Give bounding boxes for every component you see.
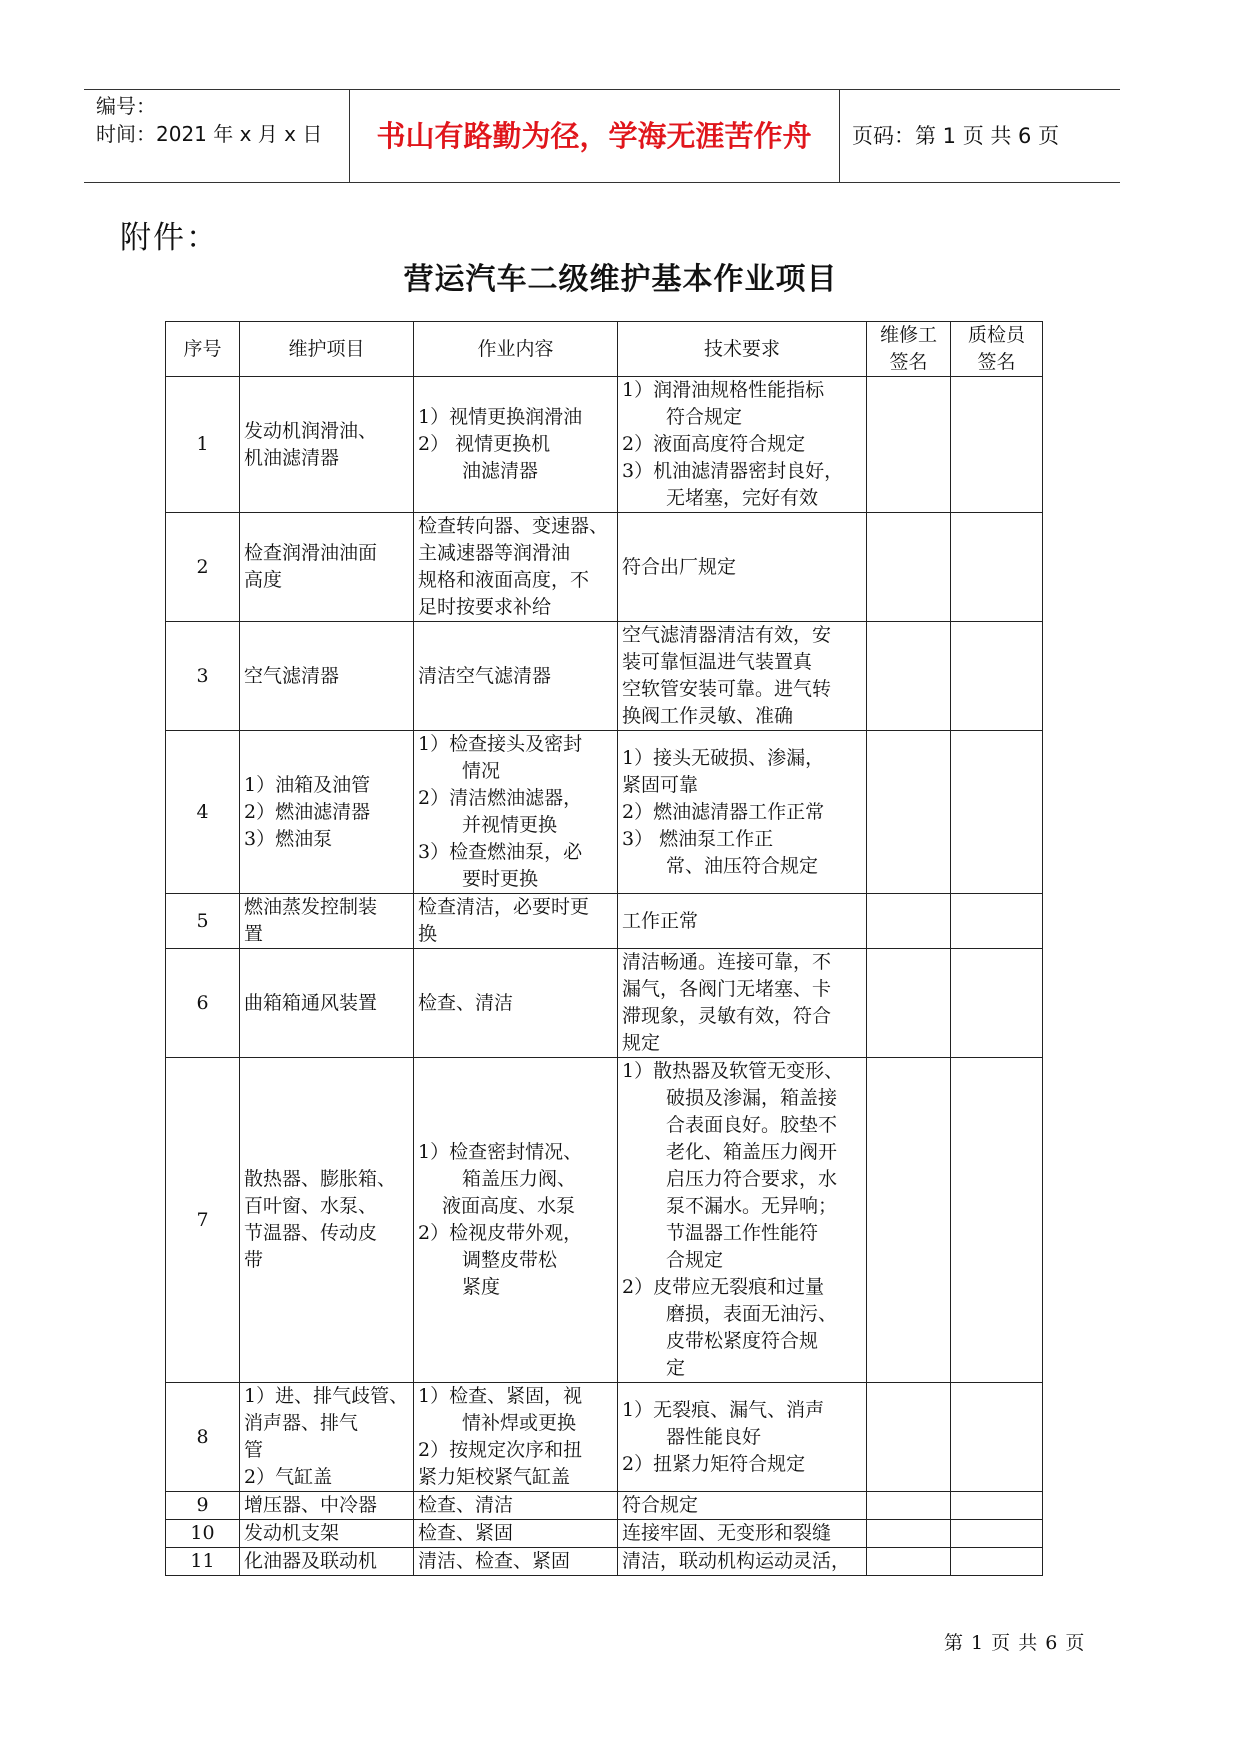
requirement-line: 1）散热器及软管无变形、 xyxy=(622,1060,844,1082)
content-line: 换 xyxy=(418,923,438,945)
row-content xyxy=(414,1520,618,1548)
requirement-line: 1）无裂痕、漏气、消声 xyxy=(622,1398,825,1421)
content-line: 1）检查接头及密封 xyxy=(418,733,583,755)
inspect-sign-cell xyxy=(951,1520,1043,1548)
requirement-line: 空软管安装可靠。进气转 xyxy=(622,678,832,700)
header-divider-right xyxy=(839,90,840,182)
repair-sign-cell xyxy=(867,1383,951,1492)
requirement-line: 1）接头无破损、渗漏， xyxy=(622,746,825,769)
item-line: 发动机支架 xyxy=(244,1522,340,1544)
inspect-sign-cell xyxy=(951,731,1043,894)
requirement-line: 规定 xyxy=(622,1032,661,1054)
content-line: 1）检查、紧固，视 xyxy=(418,1385,583,1407)
item-line: 3）燃油泵 xyxy=(244,827,333,850)
content-line: 检查清洁，必要时更 xyxy=(418,896,590,918)
table-row xyxy=(166,513,1043,622)
row-number: 7 xyxy=(166,1058,240,1383)
row-number: 9 xyxy=(166,1492,240,1520)
content-line: 规格和液面高度，不 xyxy=(418,569,590,591)
requirement-line: 启压力符合要求，水 xyxy=(666,1168,838,1190)
repair-sign-cell xyxy=(867,1058,951,1383)
content-line: 足时按要求补给 xyxy=(418,596,552,618)
row-content xyxy=(414,377,618,513)
row-number: 2 xyxy=(166,513,240,622)
requirement-line: 3）机油滤清器密封良好， xyxy=(622,460,844,482)
repair-sign-cell xyxy=(867,1492,951,1520)
row-number: 1 xyxy=(166,377,240,513)
content-line: 检查、紧固 xyxy=(418,1522,514,1544)
item-line: 置 xyxy=(244,923,264,945)
item-line: 2）燃油滤清器 xyxy=(244,800,371,823)
item-line: 曲箱箱通风装置 xyxy=(244,991,378,1014)
item-line: 管 xyxy=(244,1439,264,1461)
content-line: 液面高度、水泵 xyxy=(442,1195,576,1217)
header-content: 作业内容 xyxy=(414,322,618,377)
row-content xyxy=(414,513,618,622)
row-item xyxy=(240,1058,414,1383)
row-item xyxy=(240,1548,414,1576)
requirement-line: 常、油压符合规定 xyxy=(666,854,819,877)
requirement-line: 皮带松紧度符合规 xyxy=(666,1330,819,1352)
row-item xyxy=(240,731,414,894)
row-requirement xyxy=(618,513,867,622)
content-line: 主减速器等润滑油 xyxy=(418,542,571,564)
table-body xyxy=(166,377,1043,1576)
requirement-line: 节温器工作性能符 xyxy=(666,1222,819,1244)
maintenance-table xyxy=(165,321,1043,1576)
table-row xyxy=(166,1548,1043,1576)
requirement-line: 合规定 xyxy=(666,1249,724,1271)
inspect-sign-cell xyxy=(951,1492,1043,1520)
requirement-line: 换阀工作灵敏、准确 xyxy=(622,705,794,727)
header-item: 维护项目 xyxy=(240,322,414,377)
repair-sign-cell xyxy=(867,377,951,513)
row-content xyxy=(414,731,618,894)
table-row xyxy=(166,377,1043,513)
inspect-sign-cell xyxy=(951,377,1043,513)
requirement-line: 定 xyxy=(666,1357,686,1379)
row-requirement xyxy=(618,894,867,949)
row-number: 4 xyxy=(166,731,240,894)
row-item xyxy=(240,949,414,1058)
header-no: 序号 xyxy=(166,322,240,377)
table-row xyxy=(166,731,1043,894)
table-row xyxy=(166,1492,1043,1520)
item-line: 燃油蒸发控制装 xyxy=(244,896,378,918)
inspect-sign-cell xyxy=(951,1058,1043,1383)
row-requirement xyxy=(618,622,867,731)
header-motto: 书山有路勤为径，学海无涯苦作舟 xyxy=(376,119,812,153)
header-repair-sign xyxy=(867,322,951,377)
row-requirement xyxy=(618,1520,867,1548)
number-label: 编号： xyxy=(96,94,156,118)
requirement-line: 2）燃油滤清器工作正常 xyxy=(622,800,825,823)
requirement-line: 符合出厂规定 xyxy=(622,555,737,578)
requirement-line: 磨损，表面无油污、 xyxy=(666,1303,838,1325)
inspect-sign-cell xyxy=(951,622,1043,731)
row-content xyxy=(414,1548,618,1576)
table-row xyxy=(166,1520,1043,1548)
requirement-line: 合表面良好。胶垫不 xyxy=(666,1114,838,1136)
content-line: 调整皮带松 xyxy=(462,1249,558,1271)
content-line: 清洁空气滤清器 xyxy=(418,664,552,687)
row-item xyxy=(240,622,414,731)
content-line: 2）检视皮带外观， xyxy=(418,1222,583,1244)
row-requirement xyxy=(618,377,867,513)
repair-sign-cell xyxy=(867,1520,951,1548)
inspect-sign-cell xyxy=(951,1383,1043,1492)
content-line: 1）检查密封情况、 xyxy=(418,1141,583,1163)
item-line: 机油滤清器 xyxy=(244,446,340,469)
row-requirement xyxy=(618,949,867,1058)
content-line: 清洁、检查、紧固 xyxy=(418,1550,571,1572)
row-requirement xyxy=(618,731,867,894)
row-item xyxy=(240,894,414,949)
inspect-sign-cell xyxy=(951,513,1043,622)
row-requirement xyxy=(618,1548,867,1576)
item-line: 化油器及联动机 xyxy=(244,1550,378,1572)
requirement-line: 滞现象，灵敏有效，符合 xyxy=(622,1005,832,1027)
requirement-line: 清洁畅通。连接可靠，不 xyxy=(622,951,832,973)
content-line: 1）视情更换润滑油 xyxy=(418,406,583,428)
header-inspect-sign-line: 质检员 xyxy=(967,324,1025,346)
requirement-line: 装可靠恒温进气装置真 xyxy=(622,651,813,673)
row-item xyxy=(240,1520,414,1548)
table-row xyxy=(166,1058,1043,1383)
table-row xyxy=(166,1383,1043,1492)
content-line: 油滤清器 xyxy=(462,460,539,482)
row-content xyxy=(414,1383,618,1492)
requirement-line: 清洁，联动机构运动灵活， xyxy=(622,1550,851,1572)
row-content xyxy=(414,1058,618,1383)
header-inspect-sign xyxy=(951,322,1043,377)
content-line: 3）检查燃油泵，必 xyxy=(418,841,583,863)
item-line: 空气滤清器 xyxy=(244,664,340,687)
row-number: 6 xyxy=(166,949,240,1058)
requirement-line: 2）扭紧力矩符合规定 xyxy=(622,1452,806,1475)
table-header-row xyxy=(166,322,1043,377)
row-content xyxy=(414,622,618,731)
attachment-label: 附件： xyxy=(120,220,219,256)
content-line: 情况 xyxy=(462,760,501,782)
inspect-sign-cell xyxy=(951,894,1043,949)
row-requirement xyxy=(618,1383,867,1492)
table-row xyxy=(166,949,1043,1058)
time-label: 时间：2021 年 x 月 x 日 xyxy=(96,122,323,146)
content-line: 2） 视情更换机 xyxy=(418,433,551,455)
requirement-line: 老化、箱盖压力阀开 xyxy=(666,1141,838,1163)
page-header xyxy=(84,89,1120,183)
requirement-line: 泵不漏水。无异响； xyxy=(666,1195,838,1217)
requirement-line: 无堵塞，完好有效 xyxy=(666,487,819,509)
repair-sign-cell xyxy=(867,731,951,894)
row-content xyxy=(414,949,618,1058)
repair-sign-cell xyxy=(867,622,951,731)
content-line: 要时更换 xyxy=(462,868,539,890)
row-content xyxy=(414,894,618,949)
requirement-line: 符合规定 xyxy=(666,406,743,428)
row-item xyxy=(240,1492,414,1520)
header-inspect-sign-line: 签名 xyxy=(977,351,1016,373)
inspect-sign-cell xyxy=(951,1548,1043,1576)
header-repair-sign-line: 签名 xyxy=(889,351,928,373)
row-content xyxy=(414,1492,618,1520)
repair-sign-cell xyxy=(867,513,951,622)
item-line: 发动机润滑油、 xyxy=(244,419,378,442)
row-requirement xyxy=(618,1058,867,1383)
content-line: 紧度 xyxy=(462,1276,501,1298)
row-number: 11 xyxy=(166,1548,240,1576)
item-line: 百叶窗、水泵、 xyxy=(244,1195,378,1217)
item-line: 散热器、膨胀箱、 xyxy=(244,1168,397,1190)
row-number: 5 xyxy=(166,894,240,949)
repair-sign-cell xyxy=(867,894,951,949)
item-line: 1）油箱及油管 xyxy=(244,773,371,796)
requirement-line: 工作正常 xyxy=(622,909,699,932)
header-left xyxy=(96,92,322,148)
repair-sign-cell xyxy=(867,949,951,1058)
content-line: 紧力矩校紧气缸盖 xyxy=(418,1466,571,1488)
content-line: 情补焊或更换 xyxy=(462,1412,577,1434)
requirement-line: 破损及渗漏，箱盖接 xyxy=(666,1087,838,1109)
item-line: 2）气缸盖 xyxy=(244,1466,333,1488)
requirement-line: 符合规定 xyxy=(622,1494,699,1516)
row-number: 3 xyxy=(166,622,240,731)
content-line: 检查转向器、变速器、 xyxy=(418,515,609,537)
row-number: 10 xyxy=(166,1520,240,1548)
table-row xyxy=(166,622,1043,731)
content-line: 箱盖压力阀、 xyxy=(462,1168,577,1190)
requirement-line: 2）液面高度符合规定 xyxy=(622,433,806,455)
header-page-info: 页码：第 1 页 共 6 页 xyxy=(852,124,1060,148)
content-line: 检查、清洁 xyxy=(418,991,514,1014)
row-item xyxy=(240,513,414,622)
requirement-line: 3） 燃油泵工作正 xyxy=(622,827,774,850)
requirement-line: 紧固可靠 xyxy=(622,773,699,796)
item-line: 高度 xyxy=(244,569,283,591)
content-line: 2）按规定次序和扭 xyxy=(418,1439,583,1461)
row-number: 8 xyxy=(166,1383,240,1492)
item-line: 增压器、中冷器 xyxy=(244,1494,378,1516)
row-item xyxy=(240,1383,414,1492)
item-line: 带 xyxy=(244,1249,264,1271)
content-line: 2）清洁燃油滤器， xyxy=(418,787,583,809)
requirement-line: 2）皮带应无裂痕和过量 xyxy=(622,1276,825,1298)
content-line: 检查、清洁 xyxy=(418,1494,514,1516)
requirement-line: 1）润滑油规格性能指标 xyxy=(622,379,825,401)
item-line: 消声器、排气 xyxy=(244,1412,359,1434)
page-footer: 第 1 页 共 6 页 xyxy=(944,1632,1086,1654)
content-line: 并视情更换 xyxy=(462,814,558,836)
requirement-line: 连接牢固、无变形和裂缝 xyxy=(622,1522,832,1544)
header-requirement: 技术要求 xyxy=(618,322,867,377)
requirement-line: 空气滤清器清洁有效，安 xyxy=(622,624,832,646)
repair-sign-cell xyxy=(867,1548,951,1576)
item-line: 1）进、排气歧管、 xyxy=(244,1385,409,1407)
row-requirement xyxy=(618,1492,867,1520)
requirement-line: 器性能良好 xyxy=(666,1425,762,1448)
header-repair-sign-line: 维修工 xyxy=(879,324,937,346)
inspect-sign-cell xyxy=(951,949,1043,1058)
document-title: 营运汽车二级维护基本作业项目 xyxy=(403,262,838,297)
table-row xyxy=(166,894,1043,949)
item-line: 节温器、传动皮 xyxy=(244,1222,378,1244)
item-line: 检查润滑油油面 xyxy=(244,542,378,564)
requirement-line: 漏气，各阀门无堵塞、卡 xyxy=(622,978,832,1000)
row-item xyxy=(240,377,414,513)
